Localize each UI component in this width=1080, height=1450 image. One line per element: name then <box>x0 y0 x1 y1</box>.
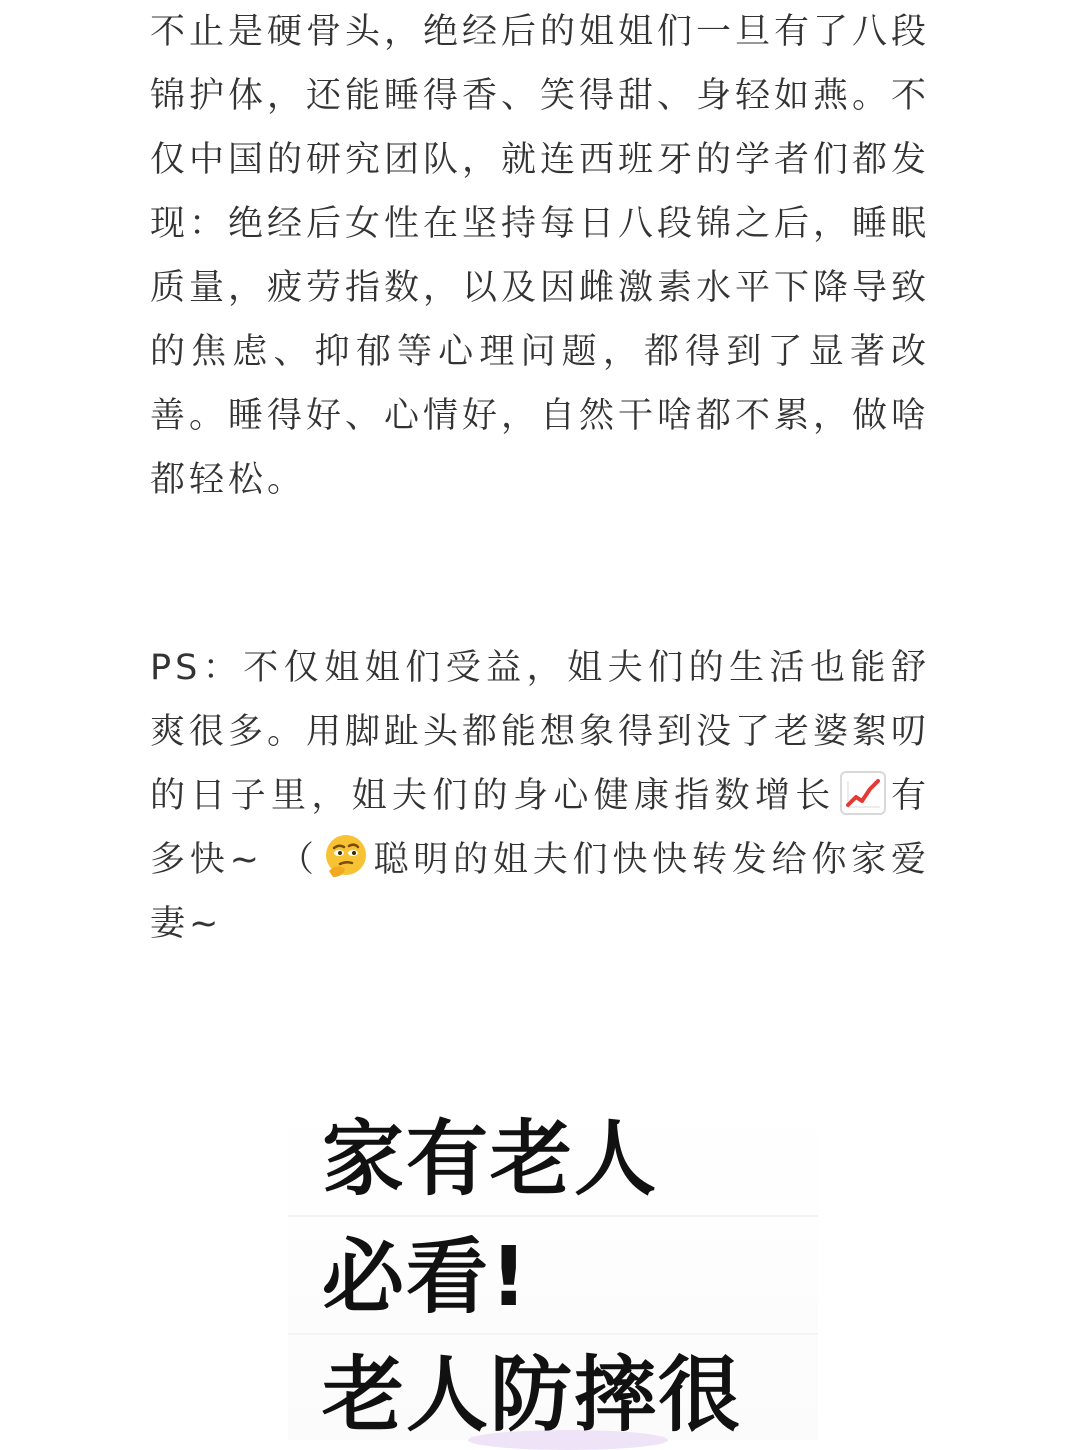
banner-divider <box>288 1215 818 1217</box>
banner-divider <box>288 1333 818 1335</box>
postscript-text: PS：不仅姐姐们受益，姐夫们的生活也能舒爽很多。用脚趾头都能想象得到没了老婆絮叨的日子里，姐夫们的身心健康指数增长 <box>150 648 931 816</box>
postscript-text-continued: 有多快~ （ <box>150 776 930 880</box>
promo-banner <box>288 1100 818 1443</box>
postscript-paragraph <box>150 636 930 956</box>
banner-line-1: 家有老人 <box>322 1112 659 1207</box>
postscript-text-end: 聪明的姐夫们快快转发给你家爱妻~ <box>150 840 930 944</box>
chart-increasing-icon <box>840 771 886 815</box>
banner-line-3: 老人防摔很 <box>322 1348 743 1443</box>
thinking-face-icon <box>323 833 369 877</box>
article-paragraph: 不止是硬骨头，绝经后的姐姐们一旦有了八段锦护体，还能睡得香、笑得甜、身轻如燕。不仅中国的研究团队，就连西班牙的学者们都发现：绝经后女性在坚持每日八段锦之后，睡眠质量，疲劳指数，以及因雌激素水平下降导致的焦虑、抑郁等心理问题，都得到了显著改善。睡得好、心情好，自然干啥都不累，做啥都轻松。 <box>150 12 931 500</box>
banner-line-2: 必看! <box>322 1230 530 1325</box>
